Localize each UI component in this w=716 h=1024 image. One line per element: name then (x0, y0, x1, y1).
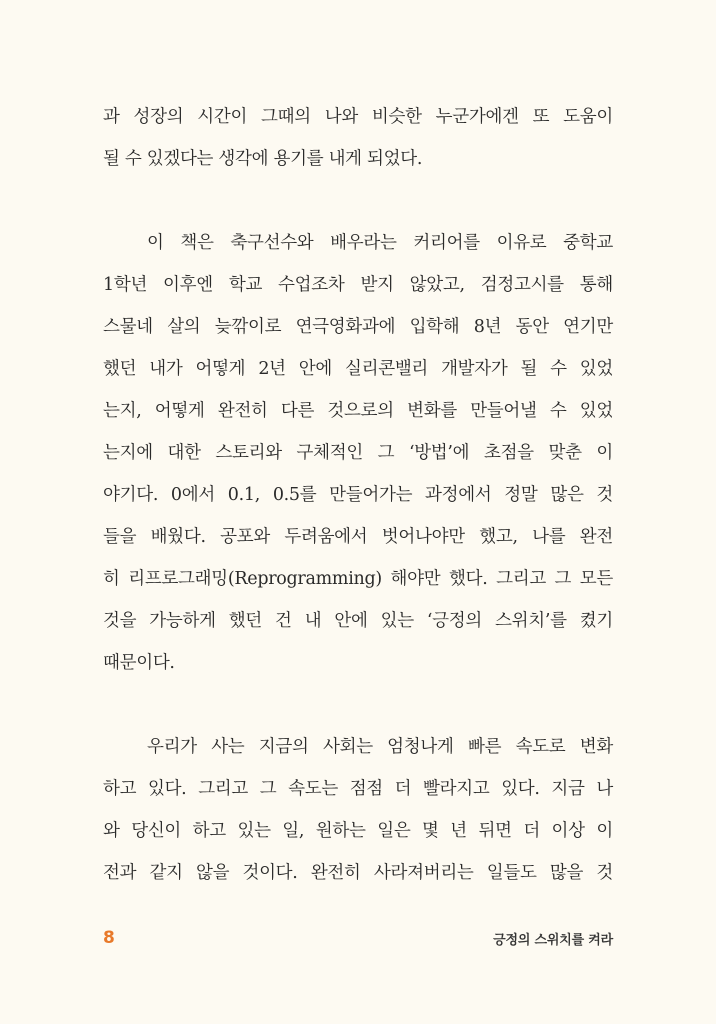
paragraph-2 (103, 222, 613, 684)
text-line: 1학년 이후엔 학교 수업조차 받지 않았고, 검정고시를 통해 (103, 275, 613, 295)
page-footer (103, 926, 613, 950)
text-line: 히 리프로그래밍(Reprogramming) 해야만 했다. 그리고 그 모든 (103, 569, 613, 589)
text-line: 것을 가능하게 했던 건 내 안에 있는 ‘긍정의 스위치’를 켰기 (103, 611, 613, 631)
text-line: 우리가 사는 지금의 사회는 엄청나게 빠른 속도로 변화 (147, 737, 613, 757)
running-title: 긍정의 스위치를 켜라 (493, 932, 613, 948)
text-line: 와 당신이 하고 있는 일, 원하는 일은 몇 년 뒤면 더 이상 이 (103, 821, 613, 841)
text-line: 전과 같지 않을 것이다. 완전히 사라져버리는 일들도 많을 것 (103, 863, 613, 883)
page-content (103, 96, 613, 894)
paragraph-3 (103, 726, 613, 894)
text-line: 스물네 살의 늦깎이로 연극영화과에 입학해 8년 동안 연기만 (103, 317, 613, 337)
page-number: 8 (103, 928, 115, 948)
text-line: 될 수 있겠다는 생각에 용기를 내게 되었다. (103, 149, 423, 169)
text-line: 들을 배웠다. 공포와 두려움에서 벗어나야만 했고, 나를 완전 (103, 527, 613, 547)
text-line: 하고 있다. 그리고 그 속도는 점점 더 빨라지고 있다. 지금 나 (103, 779, 613, 799)
paragraph-1 (103, 96, 613, 180)
text-line: 는지에 대한 스토리와 구체적인 그 ‘방법’에 초점을 맞춘 이 (103, 443, 613, 463)
text-line: 는지, 어떻게 완전히 다른 것으로의 변화를 만들어낼 수 있었 (103, 401, 613, 421)
text-line: 이 책은 축구선수와 배우라는 커리어를 이유로 중학교 (147, 233, 613, 253)
text-line: 과 성장의 시간이 그때의 나와 비슷한 누군가에겐 또 도움이 (103, 107, 613, 127)
paragraph-gap (103, 684, 613, 726)
text-line: 때문이다. (103, 653, 175, 673)
paragraph-gap (103, 180, 613, 222)
text-line: 했던 내가 어떻게 2년 안에 실리콘밸리 개발자가 될 수 있었 (103, 359, 613, 379)
text-line: 야기다. 0에서 0.1, 0.5를 만들어가는 과정에서 정말 많은 것 (103, 485, 613, 505)
